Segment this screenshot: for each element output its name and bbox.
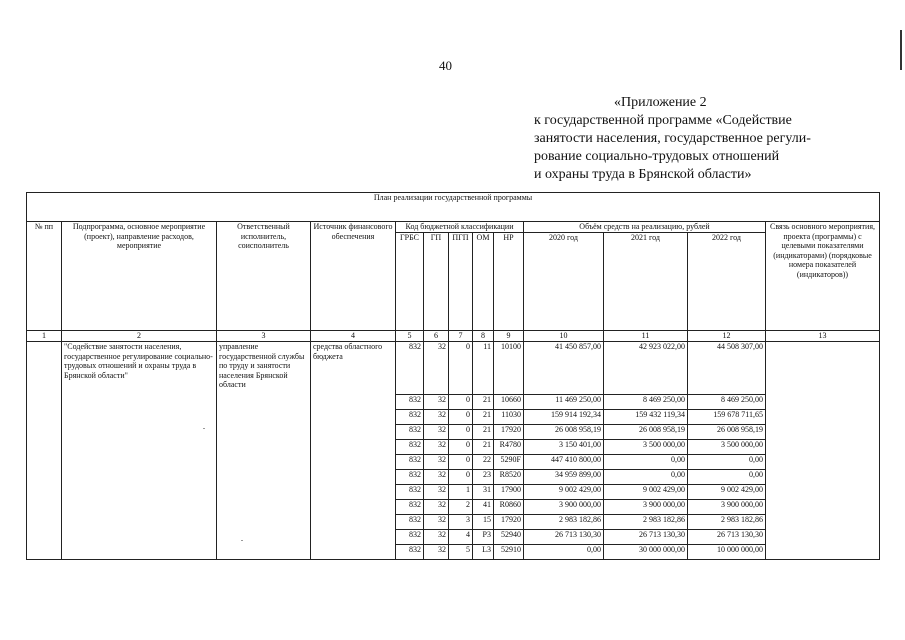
pgp-cell: 2	[449, 500, 473, 515]
executor-cell	[217, 500, 311, 515]
amount-2021-cell: 3 900 000,00	[604, 500, 688, 515]
column-number: 13	[766, 331, 880, 342]
np-cell: 52940	[494, 530, 524, 545]
np-cell: 5290F	[494, 455, 524, 470]
gp-cell: 32	[424, 515, 449, 530]
table-row	[27, 470, 880, 485]
header-pgp: ПГП	[449, 233, 473, 331]
program-cell	[62, 455, 217, 470]
grbs-cell: 832	[396, 500, 424, 515]
amount-2020-cell: 9 002 429,00	[524, 485, 604, 500]
row-number-cell	[27, 395, 62, 410]
link-cell	[766, 410, 880, 425]
link-cell	[766, 545, 880, 560]
gp-cell: 32	[424, 425, 449, 440]
np-cell: 10660	[494, 395, 524, 410]
row-number-cell	[27, 342, 62, 395]
gp-cell: 32	[424, 440, 449, 455]
program-cell	[62, 470, 217, 485]
header-num: № пп	[27, 222, 62, 331]
source-cell	[311, 425, 396, 440]
table-row	[27, 440, 880, 455]
source-cell	[311, 410, 396, 425]
executor-cell	[217, 440, 311, 455]
amount-2022-cell: 10 000 000,00	[688, 545, 766, 560]
np-cell: 17920	[494, 515, 524, 530]
amount-2021-cell: 26 713 130,30	[604, 530, 688, 545]
pgp-cell: 0	[449, 342, 473, 395]
amount-2021-cell: 26 008 958,19	[604, 425, 688, 440]
program-cell	[62, 515, 217, 530]
source-cell	[311, 470, 396, 485]
pgp-cell: 1	[449, 485, 473, 500]
table-row	[27, 515, 880, 530]
program-cell	[62, 440, 217, 455]
appendix-line: к государственной программе «Содействие	[534, 113, 792, 128]
link-cell	[766, 485, 880, 500]
pgp-cell: 0	[449, 470, 473, 485]
table-row	[27, 455, 880, 470]
grbs-cell: 832	[396, 485, 424, 500]
table-row	[27, 545, 880, 560]
table-row	[27, 342, 880, 395]
page-number: 40	[439, 58, 452, 73]
pgp-cell: 5	[449, 545, 473, 560]
row-number-cell	[27, 410, 62, 425]
column-number: 4	[311, 331, 396, 342]
source-cell	[311, 515, 396, 530]
program-cell	[62, 500, 217, 515]
grbs-cell: 832	[396, 440, 424, 455]
column-number: 9	[494, 331, 524, 342]
amount-2022-cell: 3 500 000,00	[688, 440, 766, 455]
grbs-cell: 832	[396, 530, 424, 545]
program-cell	[62, 485, 217, 500]
header-2020: 2020 год	[524, 233, 604, 331]
column-number: 10	[524, 331, 604, 342]
row-number-cell	[27, 455, 62, 470]
plan-table	[26, 192, 880, 560]
grbs-cell: 832	[396, 515, 424, 530]
amount-2021-cell: 159 432 119,34	[604, 410, 688, 425]
link-cell	[766, 395, 880, 410]
column-number: 1	[27, 331, 62, 342]
om-cell: 31	[473, 485, 494, 500]
om-cell: 23	[473, 470, 494, 485]
amount-2020-cell: 34 959 899,00	[524, 470, 604, 485]
source-cell	[311, 500, 396, 515]
link-cell	[766, 530, 880, 545]
header-program: Подпрограмма, основное мероприятие (проект), направление расходов, мероприятие	[62, 222, 217, 331]
gp-cell: 32	[424, 410, 449, 425]
column-number: 7	[449, 331, 473, 342]
row-number-cell	[27, 530, 62, 545]
row-number-cell	[27, 500, 62, 515]
column-number: 11	[604, 331, 688, 342]
scan-speck	[241, 540, 243, 541]
executor-cell	[217, 395, 311, 410]
amount-2020-cell: 26 713 130,30	[524, 530, 604, 545]
executor-cell	[217, 410, 311, 425]
column-number: 12	[688, 331, 766, 342]
amount-2022-cell: 8 469 250,00	[688, 395, 766, 410]
scan-speck	[203, 428, 205, 429]
amount-2021-cell: 8 469 250,00	[604, 395, 688, 410]
pgp-cell: 0	[449, 410, 473, 425]
column-number: 8	[473, 331, 494, 342]
header-budget-code: Код бюджетной классификации	[396, 222, 524, 233]
amount-2021-cell: 0,00	[604, 455, 688, 470]
np-cell: 52910	[494, 545, 524, 560]
om-cell: P3	[473, 530, 494, 545]
amount-2021-cell: 0,00	[604, 470, 688, 485]
amount-2021-cell: 42 923 022,00	[604, 342, 688, 395]
om-cell: 15	[473, 515, 494, 530]
link-cell	[766, 342, 880, 395]
source-cell	[311, 395, 396, 410]
header-om: ОМ	[473, 233, 494, 331]
executor-cell	[217, 470, 311, 485]
column-number: 3	[217, 331, 311, 342]
program-cell	[62, 425, 217, 440]
amount-2020-cell: 2 983 182,86	[524, 515, 604, 530]
amount-2020-cell: 159 914 192,34	[524, 410, 604, 425]
np-cell: 17920	[494, 425, 524, 440]
amount-2022-cell: 26 713 130,30	[688, 530, 766, 545]
header-gp: ГП	[424, 233, 449, 331]
executor-cell	[217, 515, 311, 530]
table-row	[27, 395, 880, 410]
amount-2021-cell: 3 500 000,00	[604, 440, 688, 455]
amount-2022-cell: 0,00	[688, 455, 766, 470]
executor-cell	[217, 545, 311, 560]
gp-cell: 32	[424, 455, 449, 470]
np-cell: R8520	[494, 470, 524, 485]
header-volume: Объём средств на реализацию, рублей	[524, 222, 766, 233]
np-cell: R0860	[494, 500, 524, 515]
executor-cell	[217, 530, 311, 545]
appendix-heading	[534, 94, 834, 184]
amount-2021-cell: 2 983 182,86	[604, 515, 688, 530]
source-cell	[311, 485, 396, 500]
column-number: 2	[62, 331, 217, 342]
source-cell: средства областного бюджета	[311, 342, 396, 395]
header-link: Связь основного мероприятия, проекта (программы) с целевыми показателями (индикаторами) (порядковые номера показателей (индикаторов))	[766, 222, 880, 331]
source-cell	[311, 455, 396, 470]
grbs-cell: 832	[396, 410, 424, 425]
amount-2020-cell: 26 008 958,19	[524, 425, 604, 440]
source-cell	[311, 545, 396, 560]
om-cell: 21	[473, 440, 494, 455]
table-row	[27, 425, 880, 440]
row-number-cell	[27, 515, 62, 530]
amount-2022-cell: 44 508 307,00	[688, 342, 766, 395]
pgp-cell: 0	[449, 425, 473, 440]
column-number: 6	[424, 331, 449, 342]
grbs-cell: 832	[396, 455, 424, 470]
program-cell	[62, 410, 217, 425]
pgp-cell: 0	[449, 395, 473, 410]
amount-2020-cell: 11 469 250,00	[524, 395, 604, 410]
grbs-cell: 832	[396, 470, 424, 485]
pgp-cell: 4	[449, 530, 473, 545]
np-cell: 11030	[494, 410, 524, 425]
np-cell: R4780	[494, 440, 524, 455]
amount-2020-cell: 3 150 401,00	[524, 440, 604, 455]
program-cell	[62, 530, 217, 545]
gp-cell: 32	[424, 530, 449, 545]
row-number-cell	[27, 545, 62, 560]
program-cell	[62, 395, 217, 410]
appendix-line: «Приложение 2	[614, 95, 707, 110]
amount-2020-cell: 3 900 000,00	[524, 500, 604, 515]
table-row	[27, 500, 880, 515]
row-number-cell	[27, 425, 62, 440]
amount-2022-cell: 2 983 182,86	[688, 515, 766, 530]
amount-2021-cell: 30 000 000,00	[604, 545, 688, 560]
header-np: НР	[494, 233, 524, 331]
link-cell	[766, 425, 880, 440]
amount-2022-cell: 3 900 000,00	[688, 500, 766, 515]
om-cell: 22	[473, 455, 494, 470]
om-cell: 21	[473, 425, 494, 440]
grbs-cell: 832	[396, 395, 424, 410]
np-cell: 10100	[494, 342, 524, 395]
table-row	[27, 410, 880, 425]
gp-cell: 32	[424, 395, 449, 410]
amount-2021-cell: 9 002 429,00	[604, 485, 688, 500]
pgp-cell: 0	[449, 455, 473, 470]
row-number-cell	[27, 485, 62, 500]
column-number: 5	[396, 331, 424, 342]
header-2022: 2022 год	[688, 233, 766, 331]
amount-2022-cell: 26 008 958,19	[688, 425, 766, 440]
row-number-cell	[27, 470, 62, 485]
executor-cell	[217, 485, 311, 500]
header-source: Источник финансового обеспечения	[311, 222, 396, 331]
program-cell: "Содействие занятости населения, государственное регулирование социально-трудовых отношений и охраны труда в Брянской области"	[62, 342, 217, 395]
appendix-line: рование социально-трудовых отношений	[534, 149, 780, 164]
gp-cell: 32	[424, 470, 449, 485]
amount-2020-cell: 0,00	[524, 545, 604, 560]
gp-cell: 32	[424, 500, 449, 515]
gp-cell: 32	[424, 545, 449, 560]
source-cell	[311, 440, 396, 455]
amount-2022-cell: 0,00	[688, 470, 766, 485]
link-cell	[766, 440, 880, 455]
source-cell	[311, 530, 396, 545]
margin-rule	[900, 30, 902, 70]
link-cell	[766, 500, 880, 515]
pgp-cell: 0	[449, 440, 473, 455]
header-2021: 2021 год	[604, 233, 688, 331]
executor-cell: управление государственной службы по труду и занятости населения Брянской области	[217, 342, 311, 395]
amount-2020-cell: 447 410 800,00	[524, 455, 604, 470]
om-cell: L3	[473, 545, 494, 560]
np-cell: 17900	[494, 485, 524, 500]
grbs-cell: 832	[396, 545, 424, 560]
om-cell: 21	[473, 410, 494, 425]
om-cell: 41	[473, 500, 494, 515]
om-cell: 11	[473, 342, 494, 395]
table-row	[27, 530, 880, 545]
link-cell	[766, 470, 880, 485]
table-row	[27, 485, 880, 500]
amount-2022-cell: 9 002 429,00	[688, 485, 766, 500]
appendix-line: занятости населения, государственное регули-	[534, 131, 811, 146]
header-grbs: ГРБС	[396, 233, 424, 331]
link-cell	[766, 455, 880, 470]
link-cell	[766, 515, 880, 530]
gp-cell: 32	[424, 485, 449, 500]
om-cell: 21	[473, 395, 494, 410]
pgp-cell: 3	[449, 515, 473, 530]
program-cell	[62, 545, 217, 560]
table-title: План реализации государственной программы	[27, 193, 880, 222]
gp-cell: 32	[424, 342, 449, 395]
executor-cell	[217, 455, 311, 470]
row-number-cell	[27, 440, 62, 455]
executor-cell	[217, 425, 311, 440]
amount-2020-cell: 41 450 857,00	[524, 342, 604, 395]
grbs-cell: 832	[396, 342, 424, 395]
header-executor: Ответственный исполнитель, соисполнитель	[217, 222, 311, 331]
amount-2022-cell: 159 678 711,65	[688, 410, 766, 425]
appendix-line: и охраны труда в Брянской области»	[534, 167, 752, 182]
grbs-cell: 832	[396, 425, 424, 440]
